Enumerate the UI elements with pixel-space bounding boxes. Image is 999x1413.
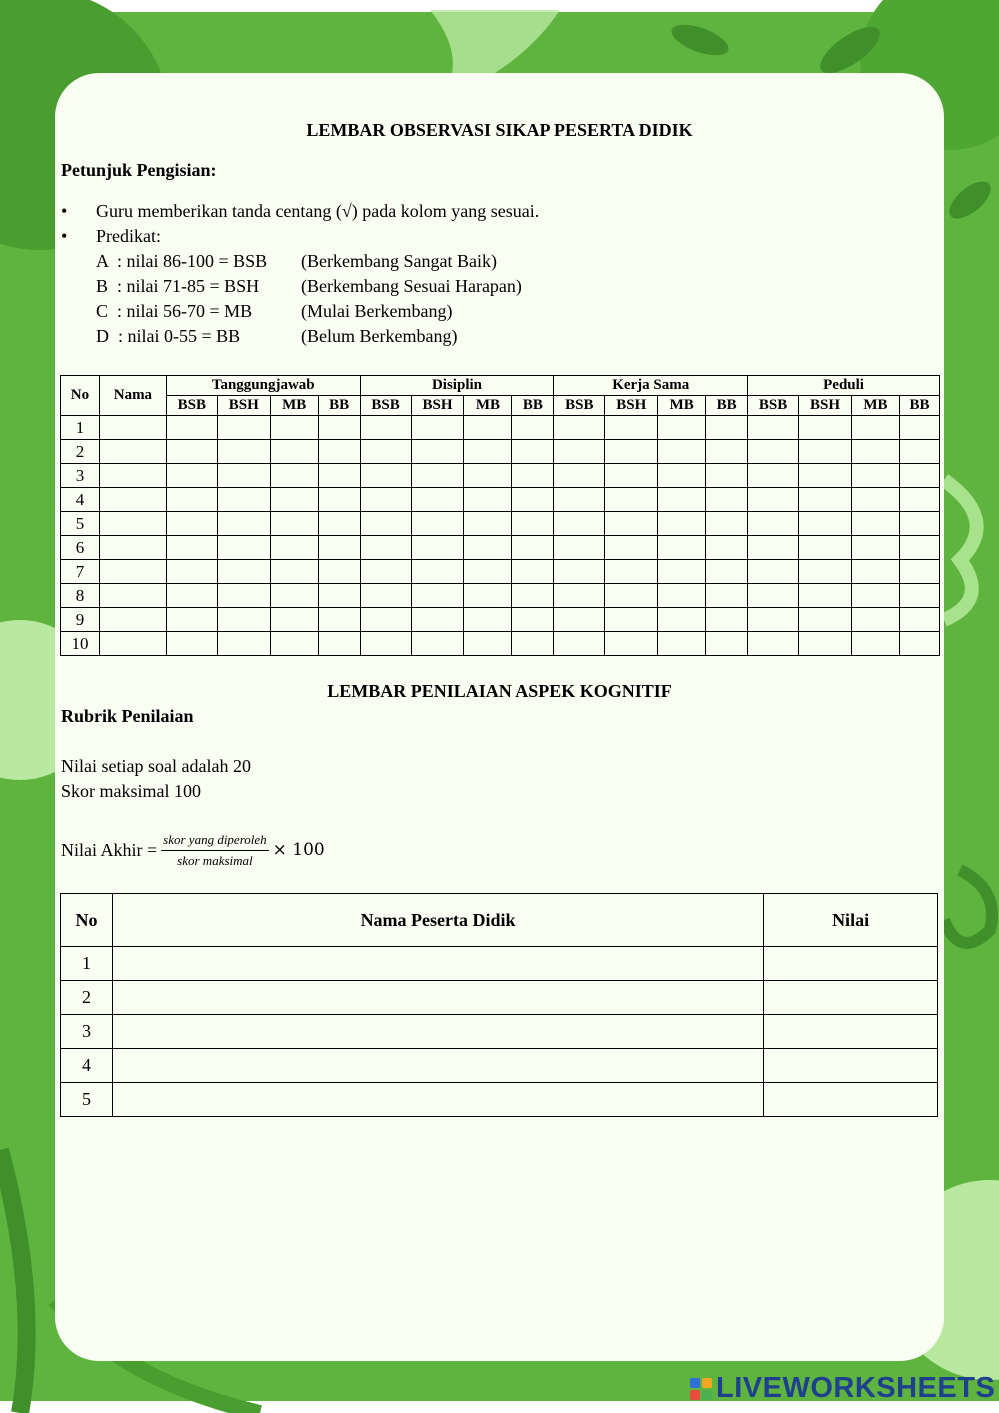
- checkbox-cell[interactable]: [748, 584, 799, 608]
- skor-maksimal-text: Skor maksimal 100: [61, 781, 201, 801]
- row-number: 2: [61, 440, 100, 464]
- nama-peserta-cell[interactable]: [112, 947, 763, 981]
- checkbox-cell[interactable]: [270, 512, 318, 536]
- nilai-akhir-formula: [61, 830, 325, 870]
- row-number: 10: [61, 632, 100, 656]
- predikat-code: D : nilai 0-55 = BB: [96, 326, 241, 346]
- checkbox-cell[interactable]: [605, 536, 658, 560]
- checkbox-cell[interactable]: [166, 608, 217, 632]
- checkbox-cell[interactable]: [748, 632, 799, 656]
- nama-cell[interactable]: [99, 440, 166, 464]
- checkbox-cell[interactable]: [748, 536, 799, 560]
- predikat-desc: (Berkembang Sesuai Harapan): [301, 276, 522, 296]
- checkbox-cell[interactable]: [554, 488, 605, 512]
- group-header: Tanggungjawab: [166, 376, 360, 396]
- row-number: 2: [61, 981, 113, 1015]
- checkbox-cell[interactable]: [360, 488, 411, 512]
- nama-peserta-cell[interactable]: [112, 1049, 763, 1083]
- bullet-icon: •: [61, 201, 68, 221]
- checkbox-cell[interactable]: [512, 608, 554, 632]
- checkbox-cell[interactable]: [270, 440, 318, 464]
- checkbox-cell[interactable]: [318, 632, 360, 656]
- checkbox-cell[interactable]: [899, 416, 939, 440]
- checkbox-cell[interactable]: [554, 440, 605, 464]
- sub-header: BB: [706, 396, 748, 416]
- checkbox-cell[interactable]: [318, 536, 360, 560]
- checkbox-cell[interactable]: [748, 488, 799, 512]
- sub-header: BB: [318, 396, 360, 416]
- row-number: 7: [61, 560, 100, 584]
- checkbox-cell[interactable]: [706, 440, 748, 464]
- nilai-cell[interactable]: [764, 981, 938, 1015]
- checkbox-cell[interactable]: [360, 584, 411, 608]
- checkbox-cell[interactable]: [799, 512, 852, 536]
- sub-header: BB: [512, 396, 554, 416]
- table-row: [61, 416, 940, 440]
- nama-cell[interactable]: [99, 416, 166, 440]
- table-row: [61, 464, 940, 488]
- row-number: 8: [61, 584, 100, 608]
- row-number: 4: [61, 488, 100, 512]
- sub-header: MB: [464, 396, 512, 416]
- row-number: 1: [61, 416, 100, 440]
- checkbox-cell[interactable]: [554, 584, 605, 608]
- checkbox-cell[interactable]: [706, 584, 748, 608]
- checkbox-cell[interactable]: [554, 536, 605, 560]
- instruction-text: Guru memberikan tanda centang (√) pada kolom yang sesuai.: [96, 201, 540, 221]
- table-row: [61, 584, 940, 608]
- checkbox-cell[interactable]: [706, 512, 748, 536]
- formula-prefix: Nilai Akhir =: [61, 839, 158, 860]
- column-header-nilai: Nilai: [764, 894, 938, 947]
- checkbox-cell[interactable]: [318, 440, 360, 464]
- checkbox-cell[interactable]: [464, 464, 512, 488]
- nama-cell[interactable]: [99, 536, 166, 560]
- checkbox-cell[interactable]: [360, 560, 411, 584]
- checkbox-cell[interactable]: [851, 560, 899, 584]
- checkbox-cell[interactable]: [411, 584, 464, 608]
- nama-cell[interactable]: [99, 608, 166, 632]
- checkbox-cell[interactable]: [464, 488, 512, 512]
- nama-cell[interactable]: [99, 560, 166, 584]
- checkbox-cell[interactable]: [360, 536, 411, 560]
- sub-header: BSH: [799, 396, 852, 416]
- checkbox-cell[interactable]: [899, 632, 939, 656]
- checkbox-cell[interactable]: [899, 512, 939, 536]
- checkbox-cell[interactable]: [464, 416, 512, 440]
- nilai-cell[interactable]: [764, 1049, 938, 1083]
- checkbox-cell[interactable]: [899, 440, 939, 464]
- checkbox-cell[interactable]: [605, 632, 658, 656]
- nilai-cell[interactable]: [764, 1015, 938, 1049]
- checkbox-cell[interactable]: [605, 512, 658, 536]
- checkbox-cell[interactable]: [851, 440, 899, 464]
- checkbox-cell[interactable]: [658, 512, 706, 536]
- table-row: [61, 1049, 938, 1083]
- table-row: [61, 1083, 938, 1117]
- checkbox-cell[interactable]: [899, 608, 939, 632]
- instruction-list: [61, 199, 539, 349]
- instruction-text: Predikat:: [96, 226, 161, 246]
- checkbox-cell[interactable]: [851, 584, 899, 608]
- checkbox-cell[interactable]: [217, 464, 270, 488]
- checkbox-cell[interactable]: [799, 608, 852, 632]
- nama-peserta-cell[interactable]: [112, 1015, 763, 1049]
- rubrik-label: Rubrik Penilaian: [61, 706, 194, 726]
- checkbox-cell[interactable]: [512, 632, 554, 656]
- sub-header: BSH: [411, 396, 464, 416]
- checkbox-cell[interactable]: [899, 536, 939, 560]
- checkbox-cell[interactable]: [464, 584, 512, 608]
- table-row: [61, 947, 938, 981]
- column-header-no: No: [61, 376, 100, 416]
- checkbox-cell[interactable]: [512, 560, 554, 584]
- checkbox-cell[interactable]: [899, 560, 939, 584]
- brand-logo-icon: [690, 1378, 712, 1400]
- kognitif-table: [60, 893, 938, 1117]
- checkbox-cell[interactable]: [706, 560, 748, 584]
- brand-text: LIVEWORKSHEETS: [716, 1372, 996, 1404]
- predikat-desc: (Belum Berkembang): [301, 326, 458, 346]
- checkbox-cell[interactable]: [217, 584, 270, 608]
- row-number: 3: [61, 464, 100, 488]
- checkbox-cell[interactable]: [851, 536, 899, 560]
- predikat-code: B : nilai 71-85 = BSH: [96, 276, 260, 296]
- checkbox-cell[interactable]: [851, 416, 899, 440]
- checkbox-cell[interactable]: [464, 560, 512, 584]
- checkbox-cell[interactable]: [217, 608, 270, 632]
- checkbox-cell[interactable]: [799, 416, 852, 440]
- table-row: [61, 632, 940, 656]
- checkbox-cell[interactable]: [605, 464, 658, 488]
- checkbox-cell[interactable]: [512, 584, 554, 608]
- row-number: 4: [61, 1049, 113, 1083]
- checkbox-cell[interactable]: [166, 440, 217, 464]
- checkbox-cell[interactable]: [554, 512, 605, 536]
- sub-header: MB: [851, 396, 899, 416]
- checkbox-cell[interactable]: [411, 416, 464, 440]
- observasi-table: [60, 375, 940, 656]
- checkbox-cell[interactable]: [851, 632, 899, 656]
- sub-header: MB: [270, 396, 318, 416]
- checkbox-cell[interactable]: [658, 608, 706, 632]
- checkbox-cell[interactable]: [318, 464, 360, 488]
- checkbox-cell[interactable]: [605, 608, 658, 632]
- checkbox-cell[interactable]: [166, 512, 217, 536]
- checkbox-cell[interactable]: [360, 608, 411, 632]
- formula-numerator: skor yang diperoleh: [161, 832, 269, 851]
- checkbox-cell[interactable]: [799, 488, 852, 512]
- checkbox-cell[interactable]: [411, 440, 464, 464]
- checkbox-cell[interactable]: [217, 560, 270, 584]
- checkbox-cell[interactable]: [360, 464, 411, 488]
- bullet-icon: •: [61, 226, 68, 246]
- checkbox-cell[interactable]: [360, 416, 411, 440]
- checkbox-cell[interactable]: [270, 608, 318, 632]
- checkbox-cell[interactable]: [217, 416, 270, 440]
- checkbox-cell[interactable]: [166, 560, 217, 584]
- checkbox-cell[interactable]: [512, 488, 554, 512]
- checkbox-cell[interactable]: [318, 416, 360, 440]
- sub-header: BSB: [166, 396, 217, 416]
- checkbox-cell[interactable]: [554, 416, 605, 440]
- nama-cell[interactable]: [99, 512, 166, 536]
- checkbox-cell[interactable]: [554, 632, 605, 656]
- checkbox-cell[interactable]: [658, 632, 706, 656]
- petunjuk-label: Petunjuk Pengisian:: [61, 160, 217, 180]
- checkbox-cell[interactable]: [411, 536, 464, 560]
- checkbox-cell[interactable]: [411, 608, 464, 632]
- checkbox-cell[interactable]: [748, 464, 799, 488]
- checkbox-cell[interactable]: [799, 464, 852, 488]
- sub-header: BB: [899, 396, 939, 416]
- row-number: 9: [61, 608, 100, 632]
- checkbox-cell[interactable]: [270, 536, 318, 560]
- predikat-row: [61, 324, 539, 349]
- checkbox-cell[interactable]: [658, 440, 706, 464]
- checkbox-cell[interactable]: [464, 440, 512, 464]
- nama-cell[interactable]: [99, 584, 166, 608]
- checkbox-cell[interactable]: [464, 608, 512, 632]
- checkbox-cell[interactable]: [166, 488, 217, 512]
- table-row: [61, 608, 940, 632]
- checkbox-cell[interactable]: [748, 560, 799, 584]
- checkbox-cell[interactable]: [512, 440, 554, 464]
- checkbox-cell[interactable]: [851, 464, 899, 488]
- nilai-cell[interactable]: [764, 947, 938, 981]
- checkbox-cell[interactable]: [411, 512, 464, 536]
- checkbox-cell[interactable]: [605, 560, 658, 584]
- checkbox-cell[interactable]: [512, 536, 554, 560]
- checkbox-cell[interactable]: [270, 632, 318, 656]
- checkbox-cell[interactable]: [512, 464, 554, 488]
- checkbox-cell[interactable]: [464, 512, 512, 536]
- nilai-cell[interactable]: [764, 1083, 938, 1117]
- table-row: [61, 1015, 938, 1049]
- checkbox-cell[interactable]: [166, 536, 217, 560]
- checkbox-cell[interactable]: [411, 560, 464, 584]
- checkbox-cell[interactable]: [270, 584, 318, 608]
- nama-cell[interactable]: [99, 632, 166, 656]
- checkbox-cell[interactable]: [217, 536, 270, 560]
- sub-header: BSH: [605, 396, 658, 416]
- table-row: [61, 981, 938, 1015]
- sub-header: MB: [658, 396, 706, 416]
- kognitif-title: LEMBAR PENILAIAN ASPEK KOGNITIF: [327, 681, 672, 701]
- checkbox-cell[interactable]: [799, 440, 852, 464]
- checkbox-cell[interactable]: [799, 584, 852, 608]
- sub-header: BSB: [748, 396, 799, 416]
- column-header-no: No: [61, 894, 113, 947]
- column-header-nama: Nama: [99, 376, 166, 416]
- table-row: [61, 512, 940, 536]
- checkbox-cell[interactable]: [748, 512, 799, 536]
- checkbox-cell[interactable]: [318, 584, 360, 608]
- checkbox-cell[interactable]: [217, 440, 270, 464]
- checkbox-cell[interactable]: [658, 560, 706, 584]
- checkbox-cell[interactable]: [658, 584, 706, 608]
- checkbox-cell[interactable]: [512, 512, 554, 536]
- formula-fraction: [161, 832, 269, 869]
- checkbox-cell[interactable]: [605, 488, 658, 512]
- instruction-item: [61, 199, 539, 224]
- predikat-row: [61, 299, 539, 324]
- checkbox-cell[interactable]: [554, 608, 605, 632]
- table-row: [61, 536, 940, 560]
- checkbox-cell[interactable]: [512, 416, 554, 440]
- liveworksheets-logo: [690, 1372, 995, 1405]
- checkbox-cell[interactable]: [658, 464, 706, 488]
- sub-header: BSH: [217, 396, 270, 416]
- checkbox-cell[interactable]: [411, 464, 464, 488]
- predikat-row: [61, 249, 539, 274]
- checkbox-cell[interactable]: [799, 560, 852, 584]
- nilai-setiap-text: Nilai setiap soal adalah 20: [61, 756, 251, 776]
- table-row: [61, 560, 940, 584]
- checkbox-cell[interactable]: [360, 512, 411, 536]
- observasi-title: LEMBAR OBSERVASI SIKAP PESERTA DIDIK: [306, 120, 693, 140]
- checkbox-cell[interactable]: [166, 464, 217, 488]
- checkbox-cell[interactable]: [270, 488, 318, 512]
- checkbox-cell[interactable]: [748, 440, 799, 464]
- group-header: Peduli: [748, 376, 940, 396]
- checkbox-cell[interactable]: [464, 536, 512, 560]
- checkbox-cell[interactable]: [851, 512, 899, 536]
- checkbox-cell[interactable]: [605, 440, 658, 464]
- checkbox-cell[interactable]: [658, 416, 706, 440]
- table-row: [61, 440, 940, 464]
- checkbox-cell[interactable]: [318, 512, 360, 536]
- row-number: 3: [61, 1015, 113, 1049]
- predikat-desc: (Berkembang Sangat Baik): [301, 251, 497, 271]
- checkbox-cell[interactable]: [166, 416, 217, 440]
- checkbox-cell[interactable]: [411, 488, 464, 512]
- checkbox-cell[interactable]: [318, 608, 360, 632]
- checkbox-cell[interactable]: [899, 584, 939, 608]
- checkbox-cell[interactable]: [411, 632, 464, 656]
- group-header: Disiplin: [360, 376, 554, 396]
- predikat-code: C : nilai 56-70 = MB: [96, 301, 253, 321]
- checkbox-cell[interactable]: [217, 512, 270, 536]
- predikat-desc: (Mulai Berkembang): [301, 301, 453, 321]
- checkbox-cell[interactable]: [318, 560, 360, 584]
- checkbox-cell[interactable]: [554, 560, 605, 584]
- checkbox-cell[interactable]: [658, 488, 706, 512]
- nama-peserta-cell[interactable]: [112, 981, 763, 1015]
- checkbox-cell[interactable]: [605, 416, 658, 440]
- checkbox-cell[interactable]: [166, 632, 217, 656]
- checkbox-cell[interactable]: [360, 440, 411, 464]
- checkbox-cell[interactable]: [270, 416, 318, 440]
- checkbox-cell[interactable]: [464, 632, 512, 656]
- checkbox-cell[interactable]: [851, 488, 899, 512]
- checkbox-cell[interactable]: [748, 608, 799, 632]
- row-number: 1: [61, 947, 113, 981]
- nama-cell[interactable]: [99, 464, 166, 488]
- checkbox-cell[interactable]: [270, 560, 318, 584]
- formula-suffix: × 100: [272, 840, 325, 860]
- checkbox-cell[interactable]: [899, 464, 939, 488]
- formula-denominator: skor maksimal: [177, 852, 253, 868]
- checkbox-cell[interactable]: [706, 632, 748, 656]
- checkbox-cell[interactable]: [799, 536, 852, 560]
- checkbox-cell[interactable]: [799, 632, 852, 656]
- sub-header: BSB: [554, 396, 605, 416]
- checkbox-cell[interactable]: [270, 464, 318, 488]
- instruction-item: [61, 224, 539, 249]
- table-row: [61, 488, 940, 512]
- checkbox-cell[interactable]: [217, 488, 270, 512]
- nama-cell[interactable]: [99, 488, 166, 512]
- row-number: 5: [61, 512, 100, 536]
- nama-peserta-cell[interactable]: [112, 1083, 763, 1117]
- checkbox-cell[interactable]: [851, 608, 899, 632]
- checkbox-cell[interactable]: [217, 632, 270, 656]
- checkbox-cell[interactable]: [899, 488, 939, 512]
- sub-header: BSB: [360, 396, 411, 416]
- predikat-code: A : nilai 86-100 = BSB: [96, 251, 268, 271]
- predikat-row: [61, 274, 539, 299]
- checkbox-cell[interactable]: [318, 488, 360, 512]
- checkbox-cell[interactable]: [706, 536, 748, 560]
- checkbox-cell[interactable]: [658, 536, 706, 560]
- checkbox-cell[interactable]: [166, 584, 217, 608]
- checkbox-cell[interactable]: [360, 632, 411, 656]
- column-header-nama-peserta: Nama Peserta Didik: [112, 894, 763, 947]
- checkbox-cell[interactable]: [706, 416, 748, 440]
- checkbox-cell[interactable]: [706, 608, 748, 632]
- row-number: 6: [61, 536, 100, 560]
- row-number: 5: [61, 1083, 113, 1117]
- checkbox-cell[interactable]: [706, 488, 748, 512]
- checkbox-cell[interactable]: [748, 416, 799, 440]
- checkbox-cell[interactable]: [605, 584, 658, 608]
- checkbox-cell[interactable]: [554, 464, 605, 488]
- group-header: Kerja Sama: [554, 376, 748, 396]
- checkbox-cell[interactable]: [706, 464, 748, 488]
